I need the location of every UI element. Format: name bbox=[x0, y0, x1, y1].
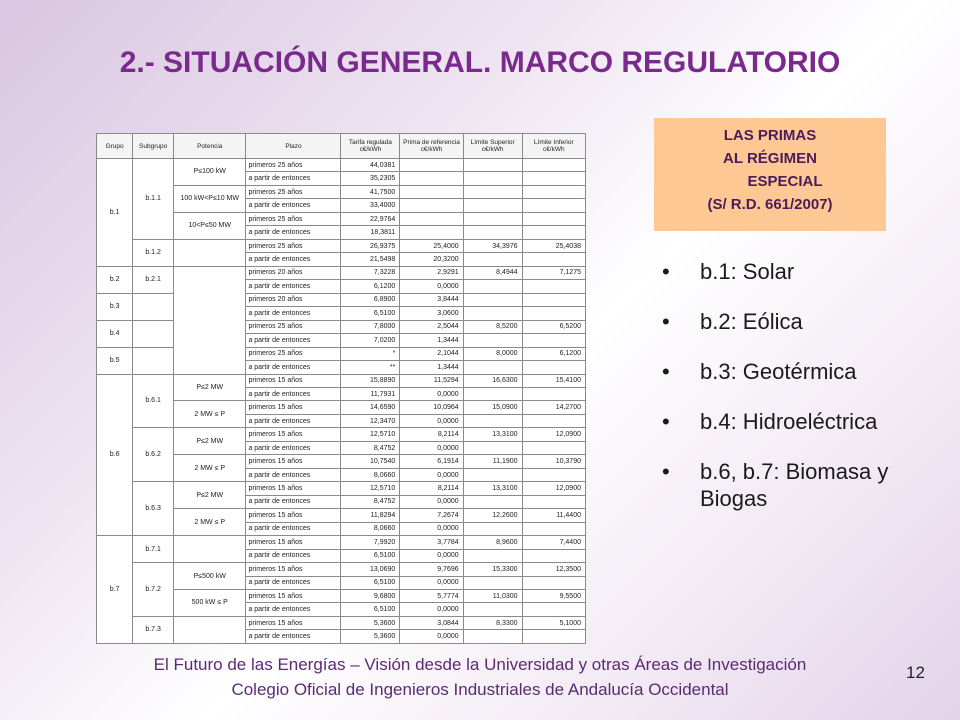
table-cell: 8,4752 bbox=[341, 495, 400, 508]
table-cell: b.2.1 bbox=[133, 266, 174, 293]
table-cell: 0,0000 bbox=[400, 603, 463, 616]
table-cell: 12,5710 bbox=[341, 482, 400, 495]
table-cell: 8,0660 bbox=[341, 522, 400, 535]
table-cell: b.1.1 bbox=[133, 159, 174, 240]
table-cell: primeros 15 años bbox=[246, 563, 341, 576]
table-cell: a partir de entonces bbox=[246, 522, 341, 535]
table-cell: 6,5100 bbox=[341, 549, 400, 562]
table-cell: 12,3500 bbox=[522, 563, 585, 576]
table-cell bbox=[463, 522, 522, 535]
table-cell: primeros 15 años bbox=[246, 509, 341, 522]
table-cell bbox=[522, 334, 585, 347]
table-cell bbox=[522, 199, 585, 212]
table-cell: 0,0000 bbox=[400, 522, 463, 535]
table-cell: b.7.3 bbox=[133, 616, 174, 643]
table-cell: a partir de entonces bbox=[246, 334, 341, 347]
table-cell: 3,8444 bbox=[400, 293, 463, 306]
table-cell: b.6.1 bbox=[133, 374, 174, 428]
footer-line-2: Colegio Oficial de Ingenieros Industriales de Andalucía Occidental bbox=[231, 680, 729, 699]
table-cell: 11,1900 bbox=[463, 455, 522, 468]
table-cell: 11,7931 bbox=[341, 387, 400, 400]
table-body bbox=[97, 159, 586, 644]
table-cell: a partir de entonces bbox=[246, 441, 341, 454]
table-cell bbox=[463, 226, 522, 239]
table-cell: 5,1000 bbox=[522, 616, 585, 629]
table-cell: 15,8890 bbox=[341, 374, 400, 387]
table-cell: 18,3811 bbox=[341, 226, 400, 239]
bullet-icon: • bbox=[662, 309, 670, 334]
table-cell: 0,0000 bbox=[400, 549, 463, 562]
table-cell: 0,0000 bbox=[400, 414, 463, 427]
table-cell: a partir de entonces bbox=[246, 361, 341, 374]
table-cell bbox=[463, 495, 522, 508]
technology-list bbox=[662, 258, 932, 535]
table-cell: 12,0900 bbox=[522, 482, 585, 495]
table-cell: 6,1200 bbox=[522, 347, 585, 360]
table-cell: 6,8900 bbox=[341, 293, 400, 306]
table-cell bbox=[400, 172, 463, 185]
table-row bbox=[97, 293, 586, 306]
table-cell: 16,6300 bbox=[463, 374, 522, 387]
table-cell: P≤2 MW bbox=[174, 482, 246, 509]
table-cell: 26,9375 bbox=[341, 239, 400, 252]
table-cell bbox=[522, 387, 585, 400]
table-cell: 0,0000 bbox=[400, 630, 463, 644]
table-cell: 500 kW ≤ P bbox=[174, 590, 246, 617]
list-item-text: b.4: Hidroeléctrica bbox=[700, 409, 878, 434]
table-cell: b.6.3 bbox=[133, 482, 174, 536]
table-cell: 15,0900 bbox=[463, 401, 522, 414]
list-item-text: b.1: Solar bbox=[700, 259, 795, 284]
table-cell: a partir de entonces bbox=[246, 387, 341, 400]
table-cell: 0,0000 bbox=[400, 280, 463, 293]
table-cell: 3,0600 bbox=[400, 307, 463, 320]
table-cell bbox=[522, 159, 585, 172]
table-cell bbox=[463, 414, 522, 427]
table-cell: a partir de entonces bbox=[246, 630, 341, 644]
table-cell: 0,0000 bbox=[400, 441, 463, 454]
table-cell bbox=[463, 307, 522, 320]
table-cell: 35,2305 bbox=[341, 172, 400, 185]
table-cell: 2,5044 bbox=[400, 320, 463, 333]
table-cell bbox=[522, 576, 585, 589]
table-cell: a partir de entonces bbox=[246, 549, 341, 562]
table-cell bbox=[463, 253, 522, 266]
table-cell: b.4 bbox=[97, 320, 133, 347]
table-cell: 11,8294 bbox=[341, 509, 400, 522]
table-cell bbox=[463, 159, 522, 172]
table-cell: 6,1200 bbox=[341, 280, 400, 293]
table-cell bbox=[463, 387, 522, 400]
table-cell: b.7.2 bbox=[133, 563, 174, 617]
table-cell: 10,7540 bbox=[341, 455, 400, 468]
table-cell: 7,1275 bbox=[522, 266, 585, 279]
table-cell: primeros 15 años bbox=[246, 455, 341, 468]
table-header-cell: Tarifa regulada c€/kWh bbox=[341, 134, 400, 159]
table-cell bbox=[522, 226, 585, 239]
table-cell: primeros 25 años bbox=[246, 159, 341, 172]
table-cell: 0,0000 bbox=[400, 468, 463, 481]
table-cell: 6,5100 bbox=[341, 603, 400, 616]
table-cell: primeros 25 años bbox=[246, 347, 341, 360]
table-row bbox=[97, 266, 586, 279]
slide-title: 2.- SITUACIÓN GENERAL. MARCO REGULATORIO bbox=[119, 46, 841, 79]
table-cell: 14,6590 bbox=[341, 401, 400, 414]
table-cell: 21,5498 bbox=[341, 253, 400, 266]
table-cell: b.6.2 bbox=[133, 428, 174, 482]
info-box-line: ESPECIAL bbox=[747, 173, 823, 190]
table-cell: 25,4000 bbox=[400, 239, 463, 252]
table-cell: 3,0844 bbox=[400, 616, 463, 629]
table-row bbox=[97, 428, 586, 441]
table-cell bbox=[463, 603, 522, 616]
tariff-table bbox=[96, 133, 586, 644]
table-cell bbox=[522, 603, 585, 616]
table-cell bbox=[463, 199, 522, 212]
table-cell bbox=[522, 280, 585, 293]
table-cell: b.7.1 bbox=[133, 536, 174, 563]
table-cell bbox=[133, 293, 174, 320]
table-cell: 6,5100 bbox=[341, 307, 400, 320]
table-cell: 8,0000 bbox=[463, 347, 522, 360]
table-row bbox=[97, 536, 586, 549]
table-header-cell: Prima de referencia c€/kWh bbox=[400, 134, 463, 159]
footer-line-1: El Futuro de las Energías – Visión desde la Universidad y otras Áreas de Investigación bbox=[153, 655, 807, 674]
table-cell bbox=[522, 441, 585, 454]
table-cell: a partir de entonces bbox=[246, 280, 341, 293]
table-cell bbox=[522, 307, 585, 320]
table-cell: 2 MW ≤ P bbox=[174, 401, 246, 428]
table-cell: b.1.2 bbox=[133, 239, 174, 266]
table-cell: a partir de entonces bbox=[246, 414, 341, 427]
table-cell: primeros 20 años bbox=[246, 266, 341, 279]
table-cell: 25,4038 bbox=[522, 239, 585, 252]
table-row bbox=[97, 347, 586, 360]
bullet-icon: • bbox=[662, 409, 670, 434]
table-cell: a partir de entonces bbox=[246, 253, 341, 266]
table-header-cell: Grupo bbox=[97, 134, 133, 159]
table-cell: 6,5200 bbox=[522, 320, 585, 333]
table-cell: 9,7696 bbox=[400, 563, 463, 576]
table-row bbox=[97, 563, 586, 576]
table-cell: a partir de entonces bbox=[246, 468, 341, 481]
table-cell: 11,4400 bbox=[522, 509, 585, 522]
table-cell: primeros 15 años bbox=[246, 401, 341, 414]
bullet-icon: • bbox=[662, 459, 670, 484]
table-cell: a partir de entonces bbox=[246, 495, 341, 508]
table-cell: b.6 bbox=[97, 374, 133, 536]
table-cell: 8,4944 bbox=[463, 266, 522, 279]
table-cell: b.5 bbox=[97, 347, 133, 374]
table-cell: 2,9291 bbox=[400, 266, 463, 279]
table-cell: 7,2674 bbox=[400, 509, 463, 522]
table-row bbox=[97, 374, 586, 387]
table-cell: b.1 bbox=[97, 159, 133, 267]
table-cell: 44,0381 bbox=[341, 159, 400, 172]
table-cell: primeros 25 años bbox=[246, 320, 341, 333]
table-cell: 15,3300 bbox=[463, 563, 522, 576]
table-cell bbox=[463, 361, 522, 374]
table-cell: 100 kW<P≤10 MW bbox=[174, 185, 246, 212]
table-row bbox=[97, 482, 586, 495]
table-cell: 2 MW ≤ P bbox=[174, 509, 246, 536]
table-cell bbox=[463, 293, 522, 306]
table-cell: 8,3300 bbox=[463, 616, 522, 629]
table-cell: 20,3200 bbox=[400, 253, 463, 266]
table-cell: a partir de entonces bbox=[246, 603, 341, 616]
primas-info-box bbox=[654, 118, 886, 231]
table-cell bbox=[463, 212, 522, 225]
table-cell: 34,3976 bbox=[463, 239, 522, 252]
table-cell bbox=[463, 280, 522, 293]
table-cell: 14,2700 bbox=[522, 401, 585, 414]
table-cell bbox=[522, 414, 585, 427]
table-cell bbox=[522, 468, 585, 481]
table-cell bbox=[174, 239, 246, 266]
table-cell: 7,0200 bbox=[341, 334, 400, 347]
table-cell: P≤2 MW bbox=[174, 374, 246, 401]
table-cell: b.3 bbox=[97, 293, 133, 320]
table-cell bbox=[400, 159, 463, 172]
table-cell bbox=[174, 266, 246, 374]
table-cell: primeros 20 años bbox=[246, 293, 341, 306]
table-cell bbox=[522, 549, 585, 562]
table-cell: 0,0000 bbox=[400, 387, 463, 400]
table-cell: 33,4000 bbox=[341, 199, 400, 212]
table-cell bbox=[463, 630, 522, 644]
table-cell: 22,9764 bbox=[341, 212, 400, 225]
table-cell bbox=[400, 185, 463, 198]
table-cell: 8,9600 bbox=[463, 536, 522, 549]
table-header-cell: Límite Inferior c€/kWh bbox=[522, 134, 585, 159]
table-cell: a partir de entonces bbox=[246, 307, 341, 320]
table-cell bbox=[463, 185, 522, 198]
table-cell bbox=[400, 199, 463, 212]
table-cell: 5,7774 bbox=[400, 590, 463, 603]
table-cell: 6,5100 bbox=[341, 576, 400, 589]
table-cell: primeros 15 años bbox=[246, 536, 341, 549]
info-box-line: LAS PRIMAS bbox=[723, 127, 817, 144]
table-cell: 1,3444 bbox=[400, 361, 463, 374]
info-box-line: (S/ R.D. 661/2007) bbox=[707, 196, 833, 213]
table-cell bbox=[522, 361, 585, 374]
list-item bbox=[662, 308, 932, 335]
list-item-text: b.3: Geotérmica bbox=[700, 359, 857, 384]
table-cell: 12,3470 bbox=[341, 414, 400, 427]
table-cell: ** bbox=[341, 361, 400, 374]
bullet-icon: • bbox=[662, 259, 670, 284]
table-cell: a partir de entonces bbox=[246, 576, 341, 589]
table-cell: 10,3790 bbox=[522, 455, 585, 468]
table-cell: 2 MW ≤ P bbox=[174, 455, 246, 482]
table-cell bbox=[133, 347, 174, 374]
table-cell: P≤500 kW bbox=[174, 563, 246, 590]
bullet-icon: • bbox=[662, 359, 670, 384]
list-item bbox=[662, 258, 932, 285]
table-cell: 12,2600 bbox=[463, 509, 522, 522]
tariff-table-image bbox=[96, 133, 586, 644]
table-cell: 10<P≤50 MW bbox=[174, 212, 246, 239]
table-cell bbox=[463, 549, 522, 562]
table-cell: 3,7784 bbox=[400, 536, 463, 549]
table-cell: primeros 15 años bbox=[246, 590, 341, 603]
table-cell: 13,0690 bbox=[341, 563, 400, 576]
table-cell bbox=[400, 212, 463, 225]
footer bbox=[40, 652, 920, 702]
table-cell: 10,0964 bbox=[400, 401, 463, 414]
table-cell bbox=[463, 334, 522, 347]
table-header-cell: Subgrupo bbox=[133, 134, 174, 159]
table-cell bbox=[400, 226, 463, 239]
table-cell bbox=[522, 185, 585, 198]
table-cell bbox=[522, 522, 585, 535]
table-cell: 7,8000 bbox=[341, 320, 400, 333]
table-cell: primeros 25 años bbox=[246, 239, 341, 252]
table-cell: 7,3228 bbox=[341, 266, 400, 279]
table-cell bbox=[522, 630, 585, 644]
table-cell bbox=[522, 495, 585, 508]
table-cell bbox=[522, 172, 585, 185]
table-cell: 13,3100 bbox=[463, 428, 522, 441]
table-cell: primeros 25 años bbox=[246, 212, 341, 225]
table-cell: * bbox=[341, 347, 400, 360]
table-cell bbox=[522, 253, 585, 266]
table-cell bbox=[463, 468, 522, 481]
table-cell: 8,4752 bbox=[341, 441, 400, 454]
list-item-text: b.2: Eólica bbox=[700, 309, 803, 334]
table-header-cell: Plazo bbox=[246, 134, 341, 159]
table-cell: 8,0660 bbox=[341, 468, 400, 481]
table-cell: 12,0900 bbox=[522, 428, 585, 441]
table-cell: primeros 15 años bbox=[246, 616, 341, 629]
table-cell: P≤100 kW bbox=[174, 159, 246, 186]
table-cell bbox=[522, 212, 585, 225]
table-row bbox=[97, 159, 586, 172]
table-cell: primeros 15 años bbox=[246, 374, 341, 387]
table-cell: 9,6800 bbox=[341, 590, 400, 603]
table-cell: 41,7500 bbox=[341, 185, 400, 198]
table-header-cell: Límite Superior c€/kWh bbox=[463, 134, 522, 159]
table-row bbox=[97, 616, 586, 629]
table-cell: primeros 15 años bbox=[246, 428, 341, 441]
table-cell: b.7 bbox=[97, 536, 133, 644]
table-cell: a partir de entonces bbox=[246, 172, 341, 185]
table-cell: 5,3600 bbox=[341, 616, 400, 629]
table-cell: 7,9920 bbox=[341, 536, 400, 549]
table-cell bbox=[463, 576, 522, 589]
table-row bbox=[97, 320, 586, 333]
page-number: 12 bbox=[906, 663, 925, 682]
table-cell bbox=[463, 172, 522, 185]
table-cell: 13,3100 bbox=[463, 482, 522, 495]
table-cell bbox=[133, 320, 174, 347]
table-cell: 0,0000 bbox=[400, 495, 463, 508]
table-cell: b.2 bbox=[97, 266, 133, 293]
table-header-cell: Potencia bbox=[174, 134, 246, 159]
table-cell: 9,5500 bbox=[522, 590, 585, 603]
table-cell: 12,5710 bbox=[341, 428, 400, 441]
table-cell bbox=[522, 293, 585, 306]
table-cell: a partir de entonces bbox=[246, 199, 341, 212]
table-cell: 11,0300 bbox=[463, 590, 522, 603]
table-cell: 1,3444 bbox=[400, 334, 463, 347]
table-cell: primeros 15 años bbox=[246, 482, 341, 495]
list-item bbox=[662, 408, 932, 435]
table-cell: 6,1914 bbox=[400, 455, 463, 468]
table-header-row bbox=[97, 134, 586, 159]
table-cell bbox=[174, 616, 246, 643]
table-cell bbox=[463, 441, 522, 454]
info-box-line: AL RÉGIMEN bbox=[723, 150, 817, 167]
list-item-text: b.6, b.7: Biomasa y Biogas bbox=[700, 459, 889, 511]
table-row bbox=[97, 239, 586, 252]
table-cell: P≤2 MW bbox=[174, 428, 246, 455]
table-cell: 11,5294 bbox=[400, 374, 463, 387]
table-cell: primeros 25 años bbox=[246, 185, 341, 198]
list-item bbox=[662, 358, 932, 385]
table-cell: 8,2114 bbox=[400, 428, 463, 441]
table-cell: 2,1044 bbox=[400, 347, 463, 360]
table-cell: 8,2114 bbox=[400, 482, 463, 495]
table-cell: 15,4100 bbox=[522, 374, 585, 387]
table-cell: 0,0000 bbox=[400, 576, 463, 589]
table-cell: 5,3600 bbox=[341, 630, 400, 644]
list-item bbox=[662, 458, 932, 512]
table-cell: 8,5200 bbox=[463, 320, 522, 333]
table-cell: a partir de entonces bbox=[246, 226, 341, 239]
table-cell: 7,4400 bbox=[522, 536, 585, 549]
table-cell bbox=[174, 536, 246, 563]
